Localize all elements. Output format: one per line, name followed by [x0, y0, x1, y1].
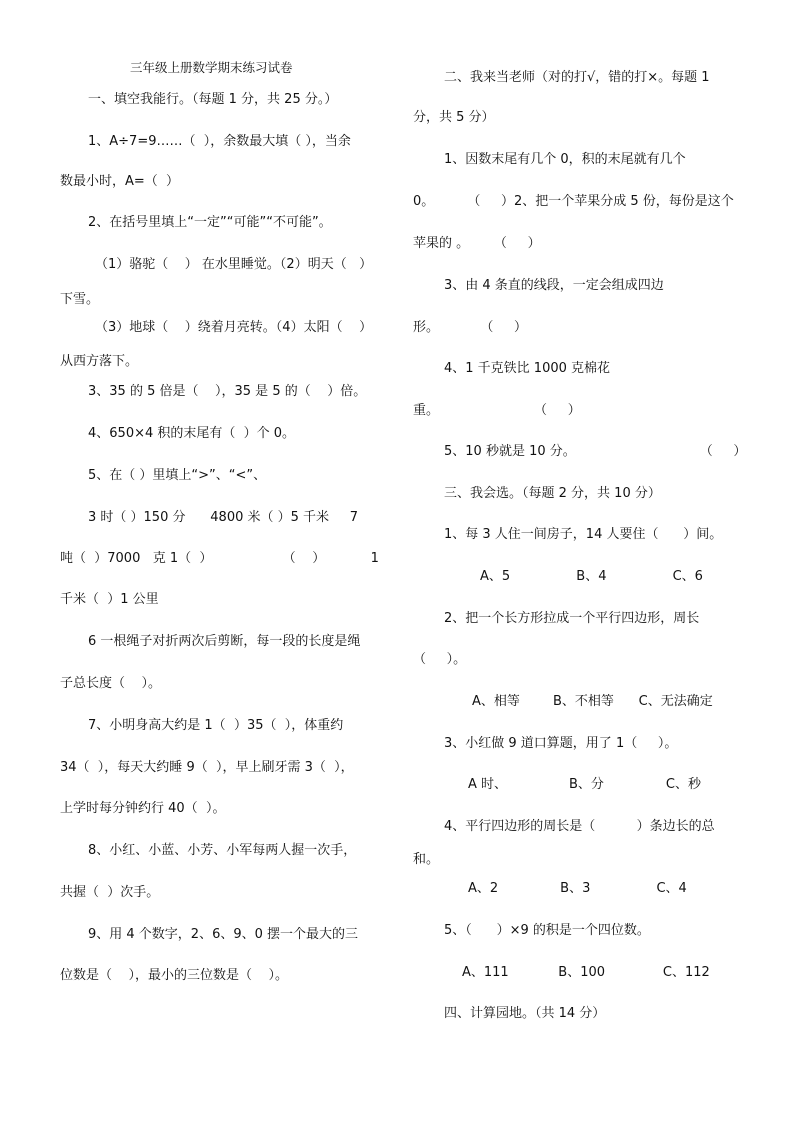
- question-text: 和。: [413, 852, 440, 867]
- question-text: 千米（ ）1 公里: [60, 592, 159, 607]
- answer-options: A、相等 B、不相等 C、无法确定: [472, 694, 713, 709]
- question-text: 4、650×4 积的末尾有（ ）个 0。: [88, 426, 296, 441]
- question-text: 重。 （ ）: [413, 403, 581, 418]
- question-text: 从西方落下。: [60, 354, 139, 369]
- question-text: 1、每 3 人住一间房子，14 人要住（ ）间。: [444, 527, 723, 542]
- question-text: 3 时（ ）150 分 4800 米（ ）5 千米 7: [88, 510, 358, 525]
- answer-options: A 时、 B、分 C、秒: [468, 777, 701, 792]
- question-text: 吨（ ）7000 克 1（ ） （ ） 1: [60, 551, 379, 566]
- question-text: 8、小红、小蓝、小芳、小军每两人握一次手，: [88, 843, 357, 858]
- section-2-heading: 二、我来当老师（对的打√，错的打×。每题 1: [444, 70, 710, 85]
- question-text: 4、1 千克铁比 1000 克棉花: [444, 361, 611, 376]
- question-text: 4、平行四边形的周长是（ ）条边长的总: [444, 819, 715, 834]
- question-text: 数最小时，A=（ ）: [60, 174, 180, 189]
- question-text: 7、小明身高大约是 1（ ）35（ ），体重约: [88, 718, 344, 733]
- question-text: 34（ ），每天大约睡 9（ ），早上刷牙需 3（ ），: [60, 760, 354, 775]
- question-text: 5、在（ ）里填上“>”、“<”、: [88, 468, 267, 483]
- question-text: 1、因数末尾有几个 0，积的末尾就有几个: [444, 152, 686, 167]
- exam-title: 三年级上册数学期末练习试卷: [130, 60, 293, 75]
- question-text: 3、35 的 5 倍是（ ），35 是 5 的（ ）倍。: [88, 384, 367, 399]
- question-text: 3、小红做 9 道口算题，用了 1（ ）。: [444, 736, 678, 751]
- section-4-heading: 四、计算园地。（共 14 分）: [444, 1006, 606, 1021]
- answer-options: A、2 B、3 C、4: [468, 881, 687, 896]
- answer-options: A、111 B、100 C、112: [462, 965, 710, 980]
- question-text: 位数是（ ），最小的三位数是（ ）。: [60, 968, 289, 983]
- question-text: （1）骆驼（ ） 在水里睡觉。（2）明天（ ）: [95, 257, 373, 272]
- question-text: 形。 （ ）: [413, 320, 527, 335]
- question-text: 上学时每分钟约行 40（ ）。: [60, 801, 226, 816]
- question-text: （ ）。: [413, 652, 467, 667]
- question-text: 3、由 4 条直的线段，一定会组成四边: [444, 278, 664, 293]
- question-text: 5、（ ）×9 的积是一个四位数。: [444, 923, 650, 938]
- question-text: 子总长度（ ）。: [60, 676, 162, 691]
- section-3-heading: 三、我会选。（每题 2 分，共 10 分）: [444, 486, 661, 501]
- question-text: 共握（ ）次手。: [60, 885, 160, 900]
- question-text: 2、把一个长方形拉成一个平行四边形，周长: [444, 611, 700, 626]
- question-text: 分，共 5 分）: [413, 110, 495, 125]
- question-text: 0。 （ ）2、把一个苹果分成 5 份，每份是这个: [413, 194, 734, 209]
- question-text: 苹果的 。 （ ）: [413, 236, 541, 251]
- section-1-heading: 一、填空我能行。（每题 1 分，共 25 分。）: [88, 92, 338, 107]
- question-text: 下雪。: [60, 292, 100, 307]
- question-text: 2、在括号里填上“一定”“可能”“不可能”。: [88, 215, 332, 230]
- question-text: 1、A÷7=9……（ ），余数最大填（ ），当余: [88, 134, 351, 149]
- question-text: 6 一根绳子对折两次后剪断，每一段的长度是绳: [88, 634, 361, 649]
- answer-options: A、5 B、4 C、6: [480, 569, 703, 584]
- question-text: 5、10 秒就是 10 分。 （ ）: [444, 444, 747, 459]
- question-text: （3）地球（ ）绕着月亮转。（4）太阳（ ）: [95, 320, 373, 335]
- question-text: 9、用 4 个数字，2、6、9、0 摆一个最大的三: [88, 927, 359, 942]
